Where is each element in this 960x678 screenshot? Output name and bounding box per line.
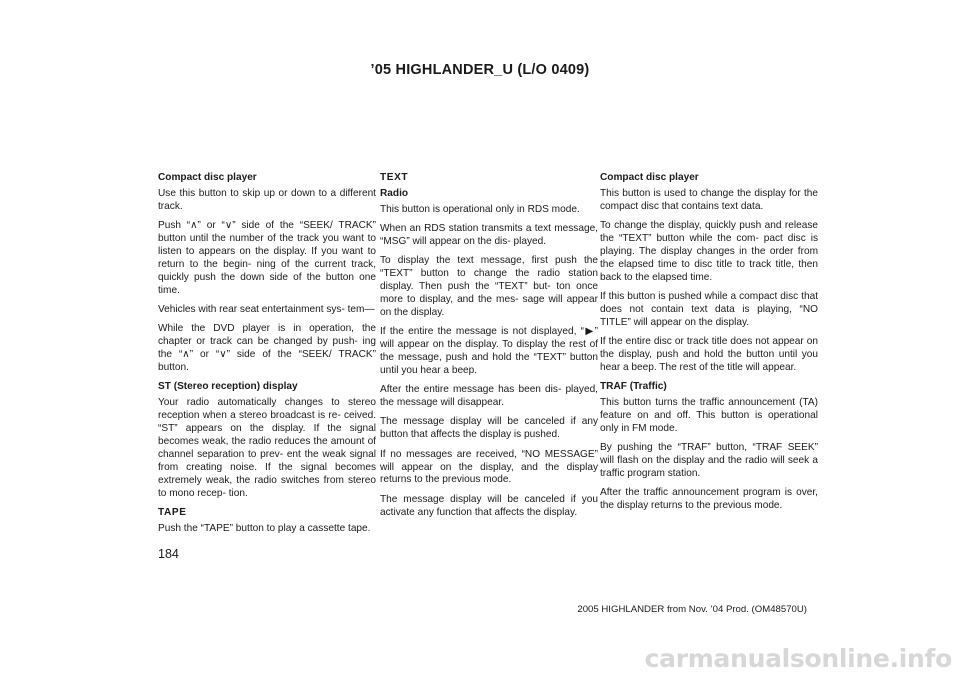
text-column-3 — [600, 172, 818, 520]
body-paragraph: This button turns the traffic announcement (TA) feature on and off. This button is operational only in FM mode. — [600, 397, 818, 434]
body-paragraph: When an RDS station transmits a text message, “MSG” will appear on the dis- played. — [380, 223, 598, 248]
body-paragraph: The message display will be canceled if any button that affects the display is pushed. — [380, 416, 598, 441]
body-paragraph: If the entire disc or track title does not appear on the display, push and hold the button until you hear a beep. The rest of the title will appear. — [600, 336, 818, 373]
body-paragraph: The message display will be canceled if you activate any function that affects the display. — [380, 493, 598, 518]
section-heading: ST (Stereo reception) display — [158, 381, 298, 393]
body-paragraph: Your radio automatically changes to stereo reception when a stereo broadcast is re- ceived. “ST” appears on the display. If the signal becomes weak, the radio reduces the amount of channel separation to prev- ent the weak signal from creating noise. If the signal becomes extremely weak, the radio switches from stereo to mono recep- tion. — [158, 397, 376, 499]
body-paragraph: Push the “TAPE” button to play a cassette tape. — [158, 522, 371, 534]
body-paragraph: If the entire the message is not displayed, “▶” will appear on the display. To display the rest of the message, push and hold the “TEXT” button until you hear a beep. — [380, 326, 598, 376]
page-header: ’05 HIGHLANDER_U (L/O 0409) — [370, 62, 590, 78]
body-paragraph: To change the display, quickly push and release the “TEXT” button while the com- pact disc is playing. The display changes in the order from the elapsed time to disc title to track title, then back to the elapsed time. — [600, 220, 818, 283]
body-paragraph: Push “∧” or “∨” side of the “SEEK/ TRACK” button until the number of the track you want to listen to appears on the display. If you want to return to the begin- ning of the current track, quickly push the down side of the button one time. — [158, 220, 376, 296]
body-paragraph: After the traffic announcement program is over, the display returns to the previous mode. — [600, 487, 818, 512]
section-heading: TRAF (Traffic) — [600, 381, 667, 393]
body-paragraph: If this button is pushed while a compact disc that does not contain text data is playing, “NO TITLE” will appear on the display. — [600, 291, 818, 328]
section-heading: Compact disc player — [158, 172, 257, 183]
body-paragraph: This button is used to change the display for the compact disc that contains text data. — [600, 187, 818, 212]
section-heading: Radio — [380, 187, 409, 199]
body-paragraph: By pushing the “TRAF” button, “TRAF SEEK” will flash on the display and the radio will seek a traffic program station. — [600, 442, 818, 480]
body-paragraph: Vehicles with rear seat entertainment sys- tem— — [158, 303, 375, 315]
text-column-1 — [158, 172, 376, 542]
watermark-logo[interactable]: carmanualsonline.info — [644, 644, 952, 673]
footer-production-note: 2005 HIGHLANDER from Nov. ’04 Prod. (OM48570U) — [577, 604, 807, 615]
body-paragraph: This button is operational only in RDS mode. — [380, 203, 580, 215]
page-number: 184 — [158, 547, 179, 561]
body-paragraph: Use this button to skip up or down to a different track. — [158, 187, 376, 212]
section-heading: Compact disc player — [600, 172, 699, 183]
body-paragraph: After the entire message has been dis- played, the message will disappear. — [380, 384, 598, 409]
body-paragraph: While the DVD player is in operation, the chapter or track can be changed by push- ing the “∧” or “∨” side of the “SEEK/ TRACK” button. — [158, 323, 376, 373]
section-heading: TAPE — [158, 506, 187, 518]
section-heading: TEXT — [380, 172, 409, 183]
body-paragraph: To display the text message, first push the “TEXT” button to change the radio station display. Then push the “TEXT” but- ton once more to display, and the mes- sage will appear on the display. — [380, 255, 598, 318]
text-column-2 — [380, 172, 598, 526]
body-paragraph: If no messages are received, “NO MESSAGE” will appear on the display, and the display returns to the previous mode. — [380, 448, 598, 486]
